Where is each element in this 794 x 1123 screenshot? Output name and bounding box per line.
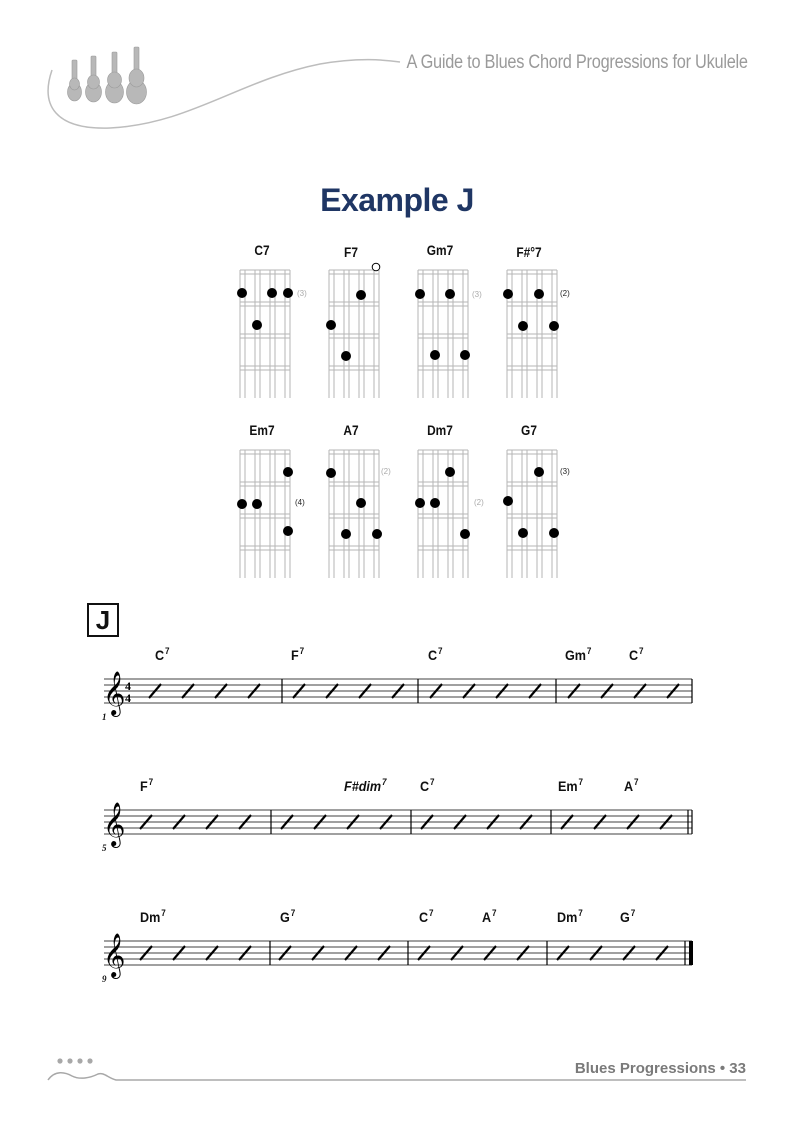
treble-clef-icon: 𝄞 [103,933,126,977]
measure-number: 9 [102,974,107,984]
chord-diagram-name: A7 [343,422,359,438]
measure-number: 5 [102,843,107,853]
staff-system-2 [103,802,692,848]
chord-diagram-name: C7 [254,242,270,258]
chord-symbol: $G^7$ [280,908,296,925]
final-barline [689,941,693,965]
footer-dots-icon [57,1058,92,1063]
fret-number: (4) [295,498,305,507]
chord-symbol: $A^7$ [482,908,497,925]
fret-number: (2) [474,498,484,507]
chord-diagram-name: G7 [521,422,537,438]
treble-clef-icon: 𝄞 [103,671,126,715]
example-title: Example J [320,182,474,218]
chord-diagram-name: Dm7 [427,422,453,438]
chord-diagram-name: F7 [344,244,358,260]
chord-symbol: $G^7$ [620,908,636,925]
chord-symbol: $C^7$ [155,646,170,663]
chord-symbol: $C^7$ [419,908,434,925]
time-signature-bottom: 4 [125,691,131,705]
chord-symbol: $F^7$ [291,646,305,663]
fret-number: (2) [560,289,570,298]
fret-number: (3) [297,289,307,298]
chord-symbol: $C^7$ [428,646,443,663]
chord-symbol: $C^7$ [420,777,435,794]
chord-symbol: $A^7$ [624,777,639,794]
chord-diagram-name: F#°7 [516,244,542,260]
staff-system-1 [103,671,692,717]
chord-diagram-name: Em7 [249,422,275,438]
measure-number: 1 [102,712,107,722]
treble-clef-icon: 𝄞 [103,802,126,846]
fret-number: (2) [381,467,391,476]
section-label: J [87,603,119,637]
chord-symbol: $C^7$ [629,646,644,663]
header-title: A Guide to Blues Chord Progressions for Ukulele [406,52,748,73]
chord-symbol: $F^7$ [140,777,154,794]
fret-number: (3) [560,467,570,476]
chord-symbol: Dm$^7$ [140,908,166,925]
chord-symbol: Em$^7$ [558,777,584,794]
fret-number: (3) [472,290,482,299]
chord-diagram-name: Gm7 [426,242,454,258]
chord-symbol: Gm$^7$ [565,646,592,663]
staff-system-3 [103,933,693,979]
chord-symbol: F#dim$^7$ [344,777,387,794]
time-signature-top: 4 [125,679,131,693]
footer-page-label: Blues Progressions • 33 [574,1060,746,1077]
chord-symbol: Dm$^7$ [557,908,583,925]
